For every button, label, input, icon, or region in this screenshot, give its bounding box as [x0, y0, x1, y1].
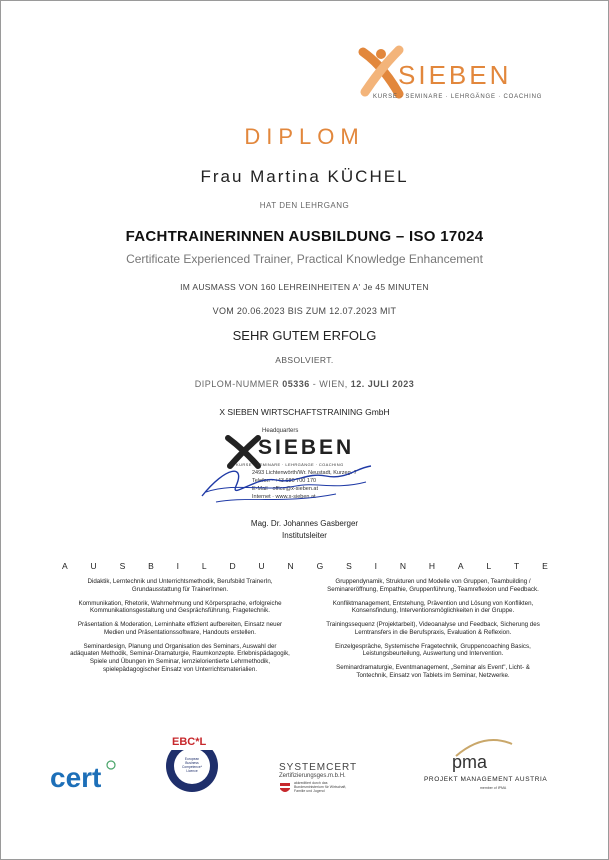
pma-subtitle: PROJEKT MANAGEMENT AUSTRIA — [424, 776, 548, 783]
diploma-date: 12. JULI 2023 — [350, 379, 415, 389]
inhalte-heading-letter: I — [176, 561, 180, 571]
stamp-email: E-Mail · office@x-sieben.at — [252, 486, 319, 492]
inhalte-left-column — [70, 578, 290, 680]
recipient-name: Frau Martina KÜCHEL — [200, 167, 409, 186]
inhalte-heading-letter: B — [148, 561, 154, 571]
stamp-web: Internet · www.x-sieben.at — [252, 494, 316, 500]
stamp-address: 2493 Lichtenwörth/Wr. Neustadt, Kurzeg. 7 — [252, 470, 357, 476]
inhalte-left-item: Präsentation & Moderation, Lerninhalte effizient aufbereiten, Einsatz neuer Medien und Präsentationssoftware, Handouts erstellen. — [77, 621, 283, 636]
inhalte-heading-letter: A — [457, 561, 464, 571]
inhalte-heading-letter: H — [428, 561, 436, 571]
systemcert-title: SYSTEMCERT — [279, 762, 358, 773]
inhalte-heading-letter: N — [399, 561, 406, 571]
inhalte-right-item: Konfliktmanagement, Entstehung, Prävention und Lösung von Konflikten, Konsensfindung, Interventionsmöglichkeiten in der Gruppe. — [332, 599, 534, 615]
inhalte-heading-letter: L — [201, 561, 207, 571]
diploma-number: 05336 — [282, 379, 310, 389]
inhalte-heading-letter: A — [62, 561, 68, 571]
inhalte-heading — [62, 561, 548, 571]
austria-coat-of-arms-icon — [279, 781, 291, 795]
pma-member: member of IPMA — [480, 786, 507, 790]
inhalte-heading-letter: S — [346, 561, 352, 571]
inhalte-heading-letter: S — [119, 561, 126, 571]
company-stamp — [196, 428, 376, 524]
systemcert-accreditation: akkreditiert durch das Bundesministerium für Wirtschaft, Familie und Jugend — [294, 781, 347, 794]
ebcl-logo — [162, 734, 222, 794]
inhalte-right-item: Seminardramaturgie, Eventmanagement, „Seminar als Event", Licht- & Tontechnik, Einsatz von Tablets im Seminar, Netzwerke. — [336, 664, 530, 679]
logo-tagline: KURSE · SEMINARE · LEHRGÄNGE · COACHING — [373, 94, 543, 100]
hat-den-lehrgang: HAT DEN LEHRGANG — [259, 201, 350, 210]
absolviert: ABSOLVIERT. — [275, 355, 334, 365]
cert-logo — [50, 762, 101, 794]
inhalte-right-item: Einzelgespräche, Systemische Fragetechnik, Gruppencoaching Basics, Leistungsbeurteilung, Auswertung und Intervention. — [335, 642, 531, 658]
systemcert-logo — [279, 762, 369, 795]
cert-globe-icon — [106, 760, 116, 770]
inhalte-left-item: Seminardesign, Planung und Organisation des Seminars, Auswahl der adäquaten Methodik, Seminar-Dramaturgie, Raumkonzepte. Erlebnispädagogik, Spiele und Übungen im Seminar, lernzielorientierte Lehrmethodik, spielepädagogischer Einsatz von Unterrichtsmaterialien. — [70, 642, 290, 673]
diploma-title: DIPLOM — [244, 124, 365, 149]
inhalte-right-column — [322, 578, 544, 686]
signature-icon — [196, 446, 376, 516]
result: SEHR GUTEM ERFOLG — [232, 328, 377, 343]
ebcl-ring-text: European Business Competence* Licence — [182, 757, 202, 773]
pma-title: pma — [452, 752, 488, 772]
course-subtitle: Certificate Experienced Trainer, Practical Knowledge Enhancement — [126, 252, 483, 266]
inhalte-left-item: Didaktik, Lerntechnik und Unterrichtsmethodik, Berufsbild TrainerIn, Grundausstattung für TrainerInnen. — [87, 578, 273, 593]
inhalte-right-item: Trainingssequenz (Projektarbeit), Videoanalyse und Feedback, Sicherung des Lerntransfers in die Berufspraxis, Evaluation & Reflexion. — [326, 621, 540, 636]
diploma-number-line — [0, 379, 609, 389]
signer-name: Mag. Dr. Johannes Gasberger — [250, 519, 359, 528]
inhalte-heading-letter: U — [258, 561, 265, 571]
stamp-phone: Telefon · +43 680 700 170 — [252, 478, 317, 484]
cert-logo-text: cert — [50, 762, 102, 793]
xsieben-logo — [355, 42, 543, 104]
logo-word: SIEBEN — [398, 60, 512, 90]
systemcert-subtitle: Zertifizierungsges.m.b.H. — [279, 773, 346, 779]
inhalte-heading-letter: E — [542, 561, 548, 571]
course-title: FACHTRAINERINNEN AUSBILDUNG – ISO 17024 — [125, 228, 484, 245]
course-extent: IM AUSMASS VON 160 LEHREINHEITEN A' Je 45 MINUTEN — [180, 282, 429, 292]
diploma-place: - WIEN, — [309, 379, 351, 389]
inhalte-heading-letter: I — [374, 561, 377, 571]
inhalte-heading-letter: N — [287, 561, 294, 571]
inhalte-heading-letter: L — [486, 561, 492, 571]
inhalte-right-item: Gruppendynamik, Strukturen und Modelle von Gruppen, Teambuilding / Seminareröffnung, Empathie, Gruppenführung, Teamreflexion und Feedback. — [327, 578, 539, 593]
inhalte-heading-letter: D — [229, 561, 236, 571]
signer-role: Institutsleiter — [282, 531, 327, 540]
inhalte-heading-letter: U — [90, 561, 97, 571]
stamp-headquarters: Headquarters — [262, 428, 299, 434]
company-name: X SIEBEN WIRTSCHAFTSTRAINING GmbH — [219, 407, 390, 417]
inhalte-heading-letter: T — [514, 561, 520, 571]
ebcl-title: EBC*L — [172, 736, 207, 748]
course-period: VOM 20.06.2023 BIS ZUM 12.07.2023 MIT — [212, 306, 397, 316]
stamp-tagline: KURSE · SEMINARE · LEHRGÄNGE · COACHING — [236, 462, 344, 467]
inhalte-heading-letter: G — [316, 561, 324, 571]
stamp-word: SIEBEN — [258, 436, 355, 459]
inhalte-left-item: Kommunikation, Rhetorik, Wahrnehmung und Körpersprache, erfolgreiche Kommunikationsgestaltung und Gesprächsführung, Fragetechnik. — [78, 599, 282, 615]
diploma-number-prefix: DIPLOM-NUMMER — [194, 379, 283, 389]
